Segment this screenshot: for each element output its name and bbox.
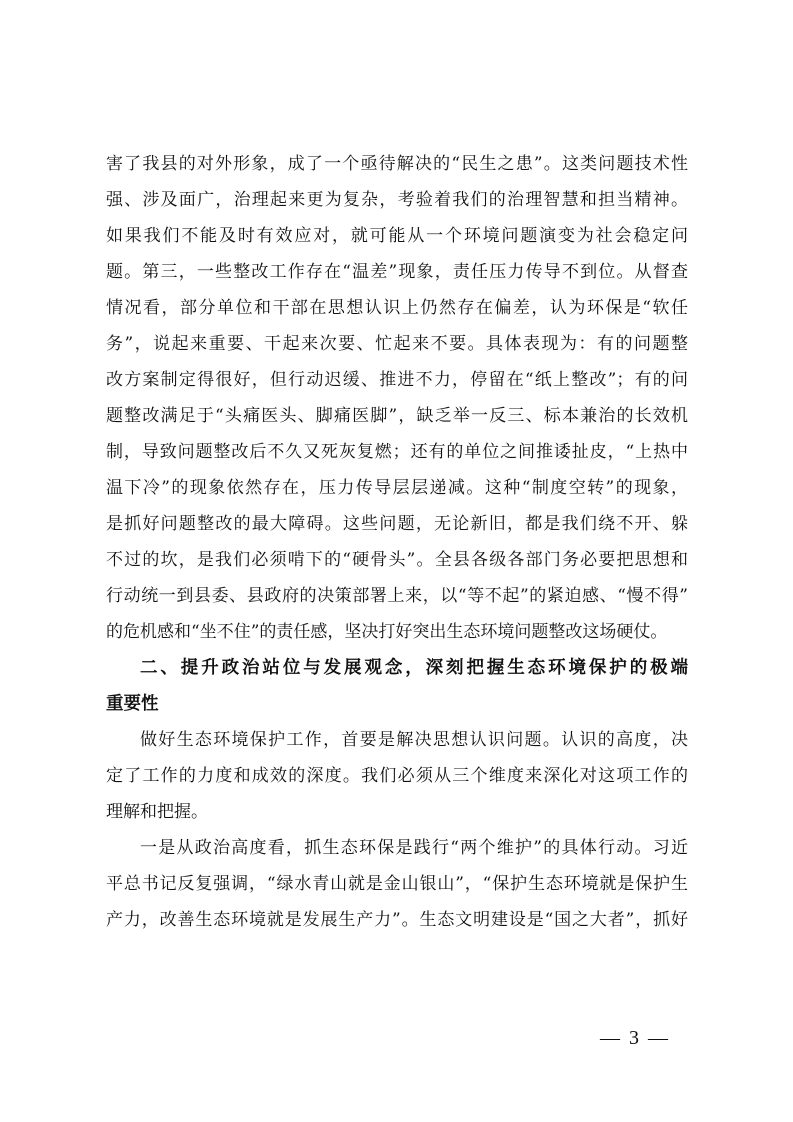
body-text bbox=[106, 146, 688, 938]
text-line: 题整改满足于“头痛医头、脚痛医脚”，缺乏举一反三、标本兼治的长效机 bbox=[106, 406, 688, 426]
text-line: 如果我们不能及时有效应对，就可能从一个环境问题演变为社会稳定问 bbox=[106, 226, 688, 246]
text-line: 务”，说起来重要、干起来次要、忙起来不要。具体表现为：有的问题整 bbox=[106, 334, 688, 354]
text-line: 题。第三，一些整改工作存在“温差”现象，责任压力传导不到位。从督查 bbox=[106, 262, 688, 282]
text-line: 是抓好问题整改的最大障碍。这些问题，无论新旧，都是我们绕不开、躲 bbox=[106, 514, 688, 534]
text-line: 定了工作的力度和成效的深度。我们必须从三个维度来深化对这项工作的 bbox=[106, 766, 688, 786]
text-line: 理解和把握。 bbox=[106, 802, 208, 822]
text-line: 制，导致问题整改后不久又死灰复燃；还有的单位之间推诿扯皮，“上热中 bbox=[106, 442, 688, 462]
text-line: 行动统一到县委、县政府的决策部署上来，以“等不起”的紧迫感、“慢不得” bbox=[106, 586, 688, 606]
text-line: 的危机感和“坐不住”的责任感，坚决打好突出生态环境问题整改这场硬仗。 bbox=[106, 622, 668, 642]
text-line: 不过的坎，是我们必须啃下的“硬骨头”。全县各级各部门务必要把思想和 bbox=[106, 550, 688, 570]
text-line: 温下冷”的现象依然存在，压力传导层层递减。这种“制度空转”的现象， bbox=[106, 478, 688, 498]
page-number: — 3 — bbox=[600, 1027, 670, 1049]
text-line: 害了我县的对外形象，成了一个亟待解决的“民生之患”。这类问题技术性 bbox=[106, 154, 688, 174]
section-heading-line: 重要性 bbox=[106, 694, 159, 714]
text-line: 改方案制定得很好，但行动迟缓、推进不力，停留在“纸上整改”；有的问 bbox=[106, 370, 688, 390]
text-line: 情况看，部分单位和干部在思想认识上仍然存在偏差，认为环保是“软任 bbox=[106, 298, 688, 318]
text-line: 平总书记反复强调，“绿水青山就是金山银山”，“保护生态环境就是保护生 bbox=[106, 874, 688, 894]
text-line: 产力，改善生态环境就是发展生产力”。生态文明建设是“国之大者”，抓好 bbox=[106, 910, 688, 930]
text-line: 强、涉及面广，治理起来更为复杂，考验着我们的治理智慧和担当精神。 bbox=[106, 190, 688, 210]
section-heading-line: 二、提升政治站位与发展观念，深刻把握生态环境保护的极端 bbox=[140, 658, 688, 678]
text-line: 做好生态环境保护工作，首要是解决思想认识问题。认识的高度，决 bbox=[140, 730, 688, 750]
text-line: 一是从政治高度看，抓生态环保是践行“两个维护”的具体行动。习近 bbox=[140, 838, 688, 858]
